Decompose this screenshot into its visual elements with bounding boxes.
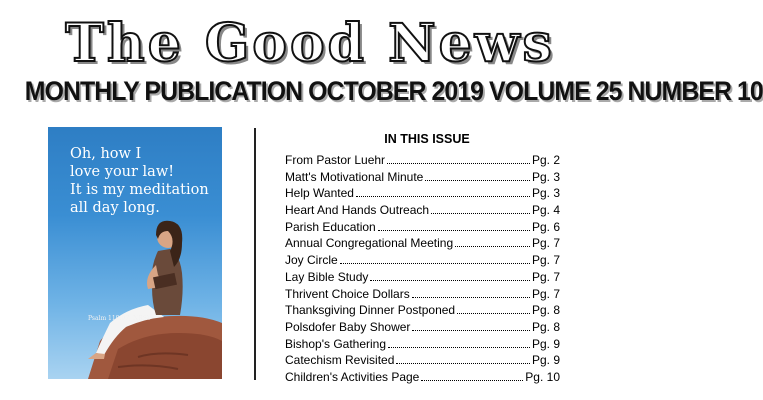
toc-leader-dots [412, 321, 530, 331]
toc-item-title: Thrivent Choice Dollars [285, 286, 410, 301]
toc-item[interactable] [285, 253, 560, 270]
toc-item-title: Joy Circle [285, 253, 338, 268]
toc-item-page: Pg. 9 [531, 353, 560, 368]
toc-leader-dots [425, 171, 530, 181]
scripture-verse: Oh, how I love your law! It is my meditation all day long. [70, 146, 209, 216]
toc-item-page: Pg. 2 [531, 153, 560, 167]
toc-item[interactable] [285, 170, 560, 187]
publication-subtitle: MONTHLY PUBLICATION OCTOBER 2019 VOLUME 25 NUMBER 10 [24, 76, 763, 106]
toc-item-page: Pg. 6 [531, 219, 560, 234]
toc-item-page: Pg. 3 [531, 186, 560, 201]
toc-leader-dots [396, 354, 530, 364]
toc-item-title: Help Wanted [285, 186, 354, 201]
toc-item-page: Pg. 7 [531, 236, 560, 251]
toc-item[interactable] [285, 186, 560, 203]
toc-item-title: Children's Activities Page [285, 369, 420, 384]
toc-item-page: Pg. 7 [531, 269, 560, 284]
toc-item[interactable] [285, 220, 560, 237]
toc-item-page: Pg. 3 [531, 169, 560, 184]
toc-item-page: Pg. 7 [531, 286, 560, 301]
toc-item-page: Pg. 8 [531, 303, 560, 318]
toc-item-page: Pg. 7 [531, 253, 560, 268]
toc-item-title: Parish Education [285, 219, 376, 234]
toc-item-title: Bishop's Gathering [285, 336, 387, 351]
toc-item-title: Lay Bible Study [285, 269, 369, 284]
toc-item[interactable] [285, 303, 560, 320]
toc-item-title: Heart And Hands Outreach [285, 203, 430, 218]
toc-item[interactable] [285, 337, 560, 354]
table-of-contents [285, 153, 560, 387]
toc-leader-dots [455, 237, 530, 247]
toc-leader-dots [370, 271, 530, 281]
toc-item-title: From Pastor Luehr [285, 153, 386, 167]
toc-item-page: Pg. 4 [531, 203, 560, 218]
scripture-reference: Psalm 119:97, NRSV [88, 315, 152, 322]
toc-item-page: Pg. 8 [531, 319, 560, 334]
toc-leader-dots [378, 221, 530, 231]
toc-item[interactable] [285, 270, 560, 287]
toc-item[interactable] [285, 236, 560, 253]
toc-leader-dots [356, 187, 530, 197]
toc-leader-dots [340, 254, 530, 264]
cover-image [48, 127, 222, 379]
column-divider [254, 128, 256, 380]
toc-leader-dots [412, 288, 530, 298]
toc-item[interactable] [285, 370, 560, 387]
toc-item[interactable] [285, 153, 560, 170]
toc-item-page: Pg. 9 [531, 336, 560, 351]
toc-item-title: Thanksgiving Dinner Postponed [285, 303, 456, 318]
toc-item[interactable] [285, 320, 560, 337]
toc-leader-dots [457, 304, 530, 314]
toc-item[interactable] [285, 287, 560, 304]
toc-item-title: Catechism Revisited [285, 353, 395, 368]
toc-item-page: Pg. 10 [525, 369, 560, 384]
toc-item-title: Annual Congregational Meeting [285, 236, 454, 251]
toc-heading: IN THIS ISSUE [384, 132, 470, 146]
toc-item-title: Matt's Motivational Minute [285, 169, 424, 184]
toc-item[interactable] [285, 203, 560, 220]
newsletter-title: The Good News [65, 13, 555, 74]
toc-leader-dots [387, 154, 530, 164]
toc-leader-dots [421, 371, 523, 381]
toc-leader-dots [431, 204, 530, 214]
toc-item[interactable] [285, 353, 560, 370]
toc-item-title: Polsdofer Baby Shower [285, 319, 411, 334]
toc-leader-dots [388, 338, 530, 348]
